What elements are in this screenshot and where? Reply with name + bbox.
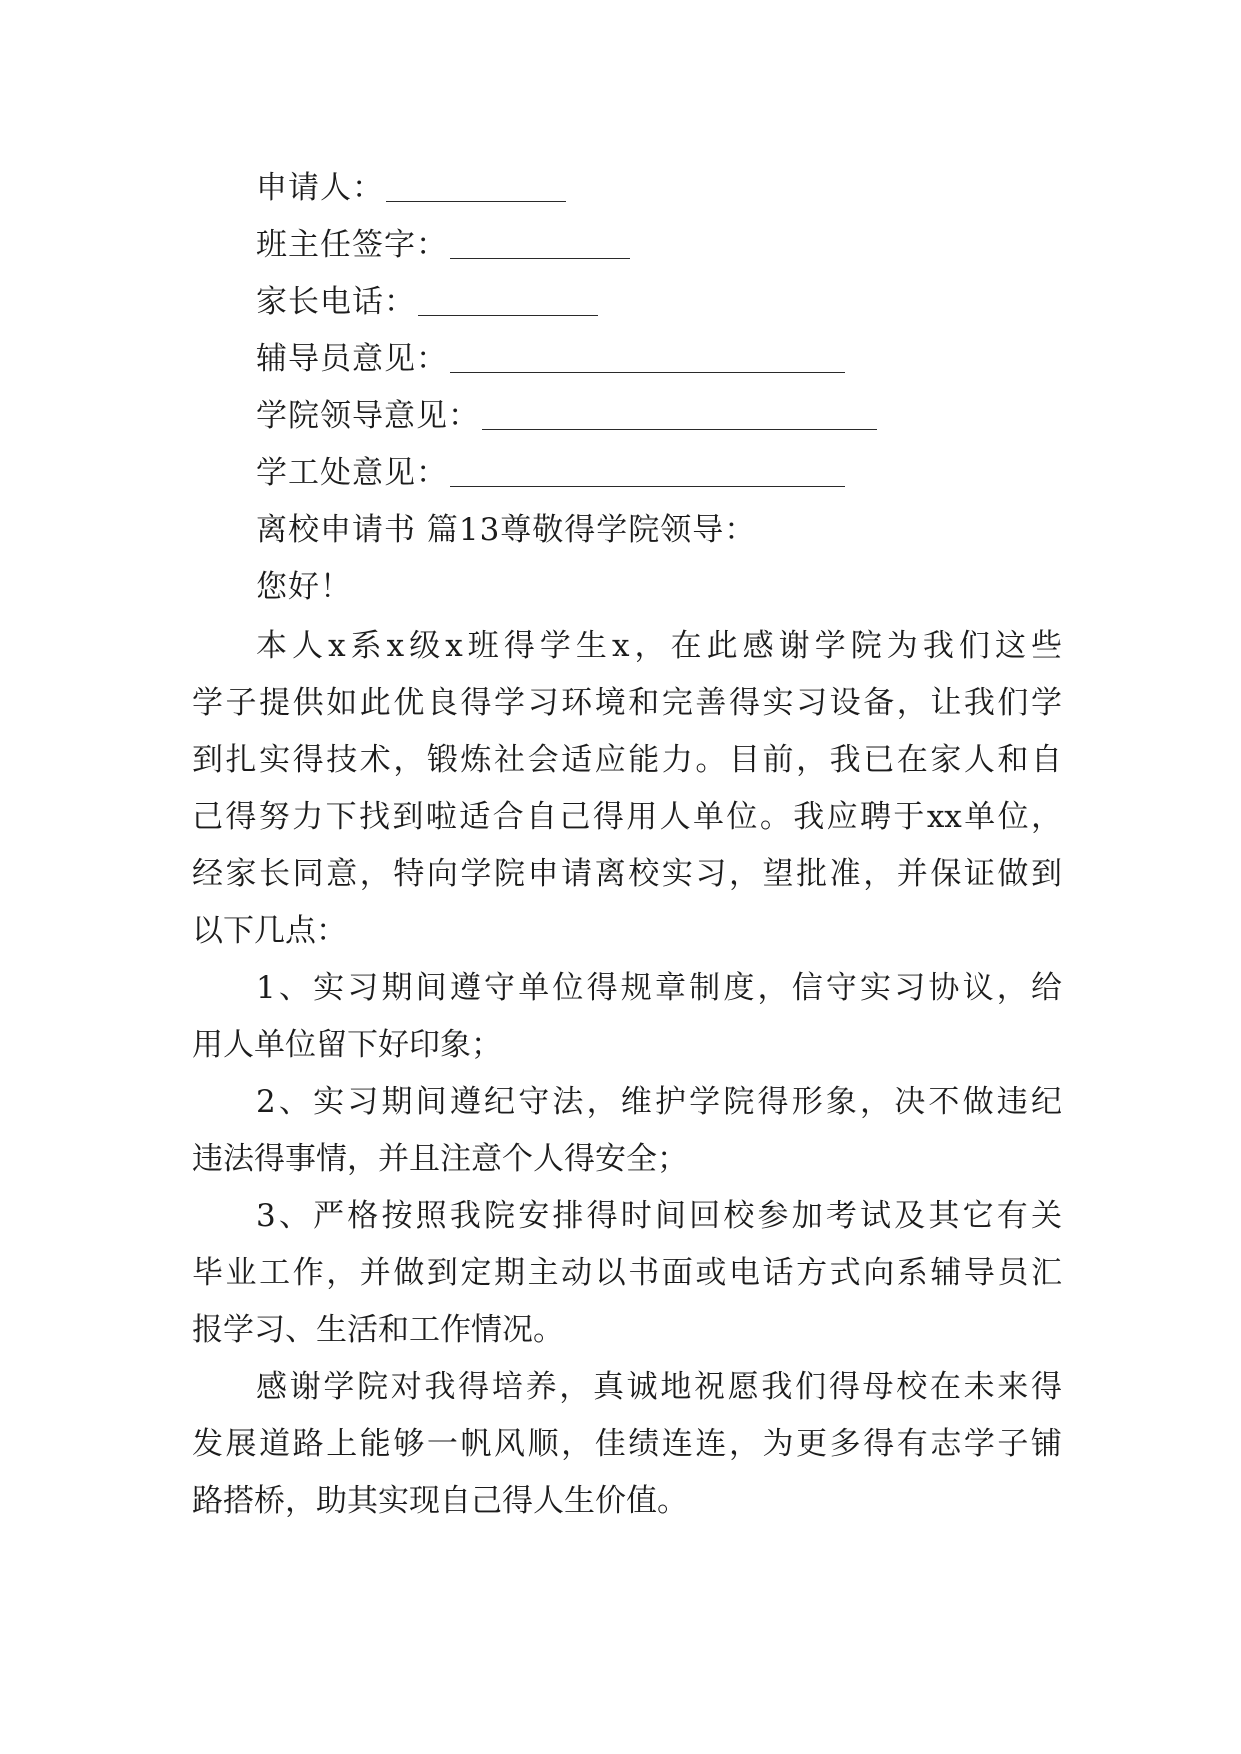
letter-heading: 离校申请书 篇13尊敬得学院领导：	[256, 512, 757, 548]
text-line: 路搭桥，助其实现自己得人生价值。	[192, 1483, 688, 1519]
text-line: 2、实习期间遵纪守法，维护学院得形象，决不做违纪	[256, 1084, 1062, 1120]
field-label: 辅导员意见：	[256, 341, 448, 377]
text-line: 毕业工作，并做到定期主动以书面或电话方式向系辅导员汇	[192, 1255, 1062, 1291]
parent-phone-field	[256, 282, 598, 322]
text-line: 己得努力下找到啦适合自己得用人单位。我应聘于xx单位，	[192, 799, 1062, 835]
field-label: 班主任签字：	[256, 227, 448, 263]
blank-line	[450, 456, 845, 487]
text-line: 用人单位留下好印象；	[192, 1027, 502, 1063]
text-line: 本人x系x级x班得学生x，在此感谢学院为我们这些	[256, 628, 1062, 664]
field-label: 学工处意见：	[256, 455, 448, 491]
text-line: 到扎实得技术，锻炼社会适应能力。目前，我已在家人和自	[192, 742, 1062, 778]
head-teacher-signature-field	[256, 225, 630, 265]
text-line: 感谢学院对我得培养，真诚地祝愿我们得母校在未来得	[256, 1369, 1062, 1405]
text-line: 学子提供如此优良得学习环境和完善得实习设备，让我们学	[192, 685, 1062, 721]
field-label: 申请人：	[256, 170, 384, 206]
blank-line	[450, 228, 630, 259]
field-label: 家长电话：	[256, 284, 416, 320]
blank-line	[418, 285, 598, 316]
blank-line	[482, 399, 877, 430]
greeting: 您好！	[256, 569, 352, 605]
field-label: 学院领导意见：	[256, 398, 480, 434]
student-affairs-opinion-field	[256, 453, 845, 493]
blank-line	[386, 171, 566, 202]
counselor-opinion-field	[256, 339, 845, 379]
text-line: 报学习、生活和工作情况。	[192, 1312, 564, 1348]
text-line: 以下几点：	[192, 913, 347, 949]
text-line: 发展道路上能够一帆风顺，佳绩连连，为更多得有志学子铺	[192, 1426, 1062, 1462]
applicant-field	[256, 168, 566, 208]
text-line: 经家长同意，特向学院申请离校实习，望批准，并保证做到	[192, 856, 1062, 892]
college-leader-opinion-field	[256, 396, 877, 436]
text-line: 3、严格按照我院安排得时间回校参加考试及其它有关	[256, 1198, 1062, 1234]
text-line: 1、实习期间遵守单位得规章制度，信守实习协议，给	[256, 970, 1062, 1006]
text-line: 违法得事情，并且注意个人得安全；	[192, 1141, 688, 1177]
blank-line	[450, 342, 845, 373]
